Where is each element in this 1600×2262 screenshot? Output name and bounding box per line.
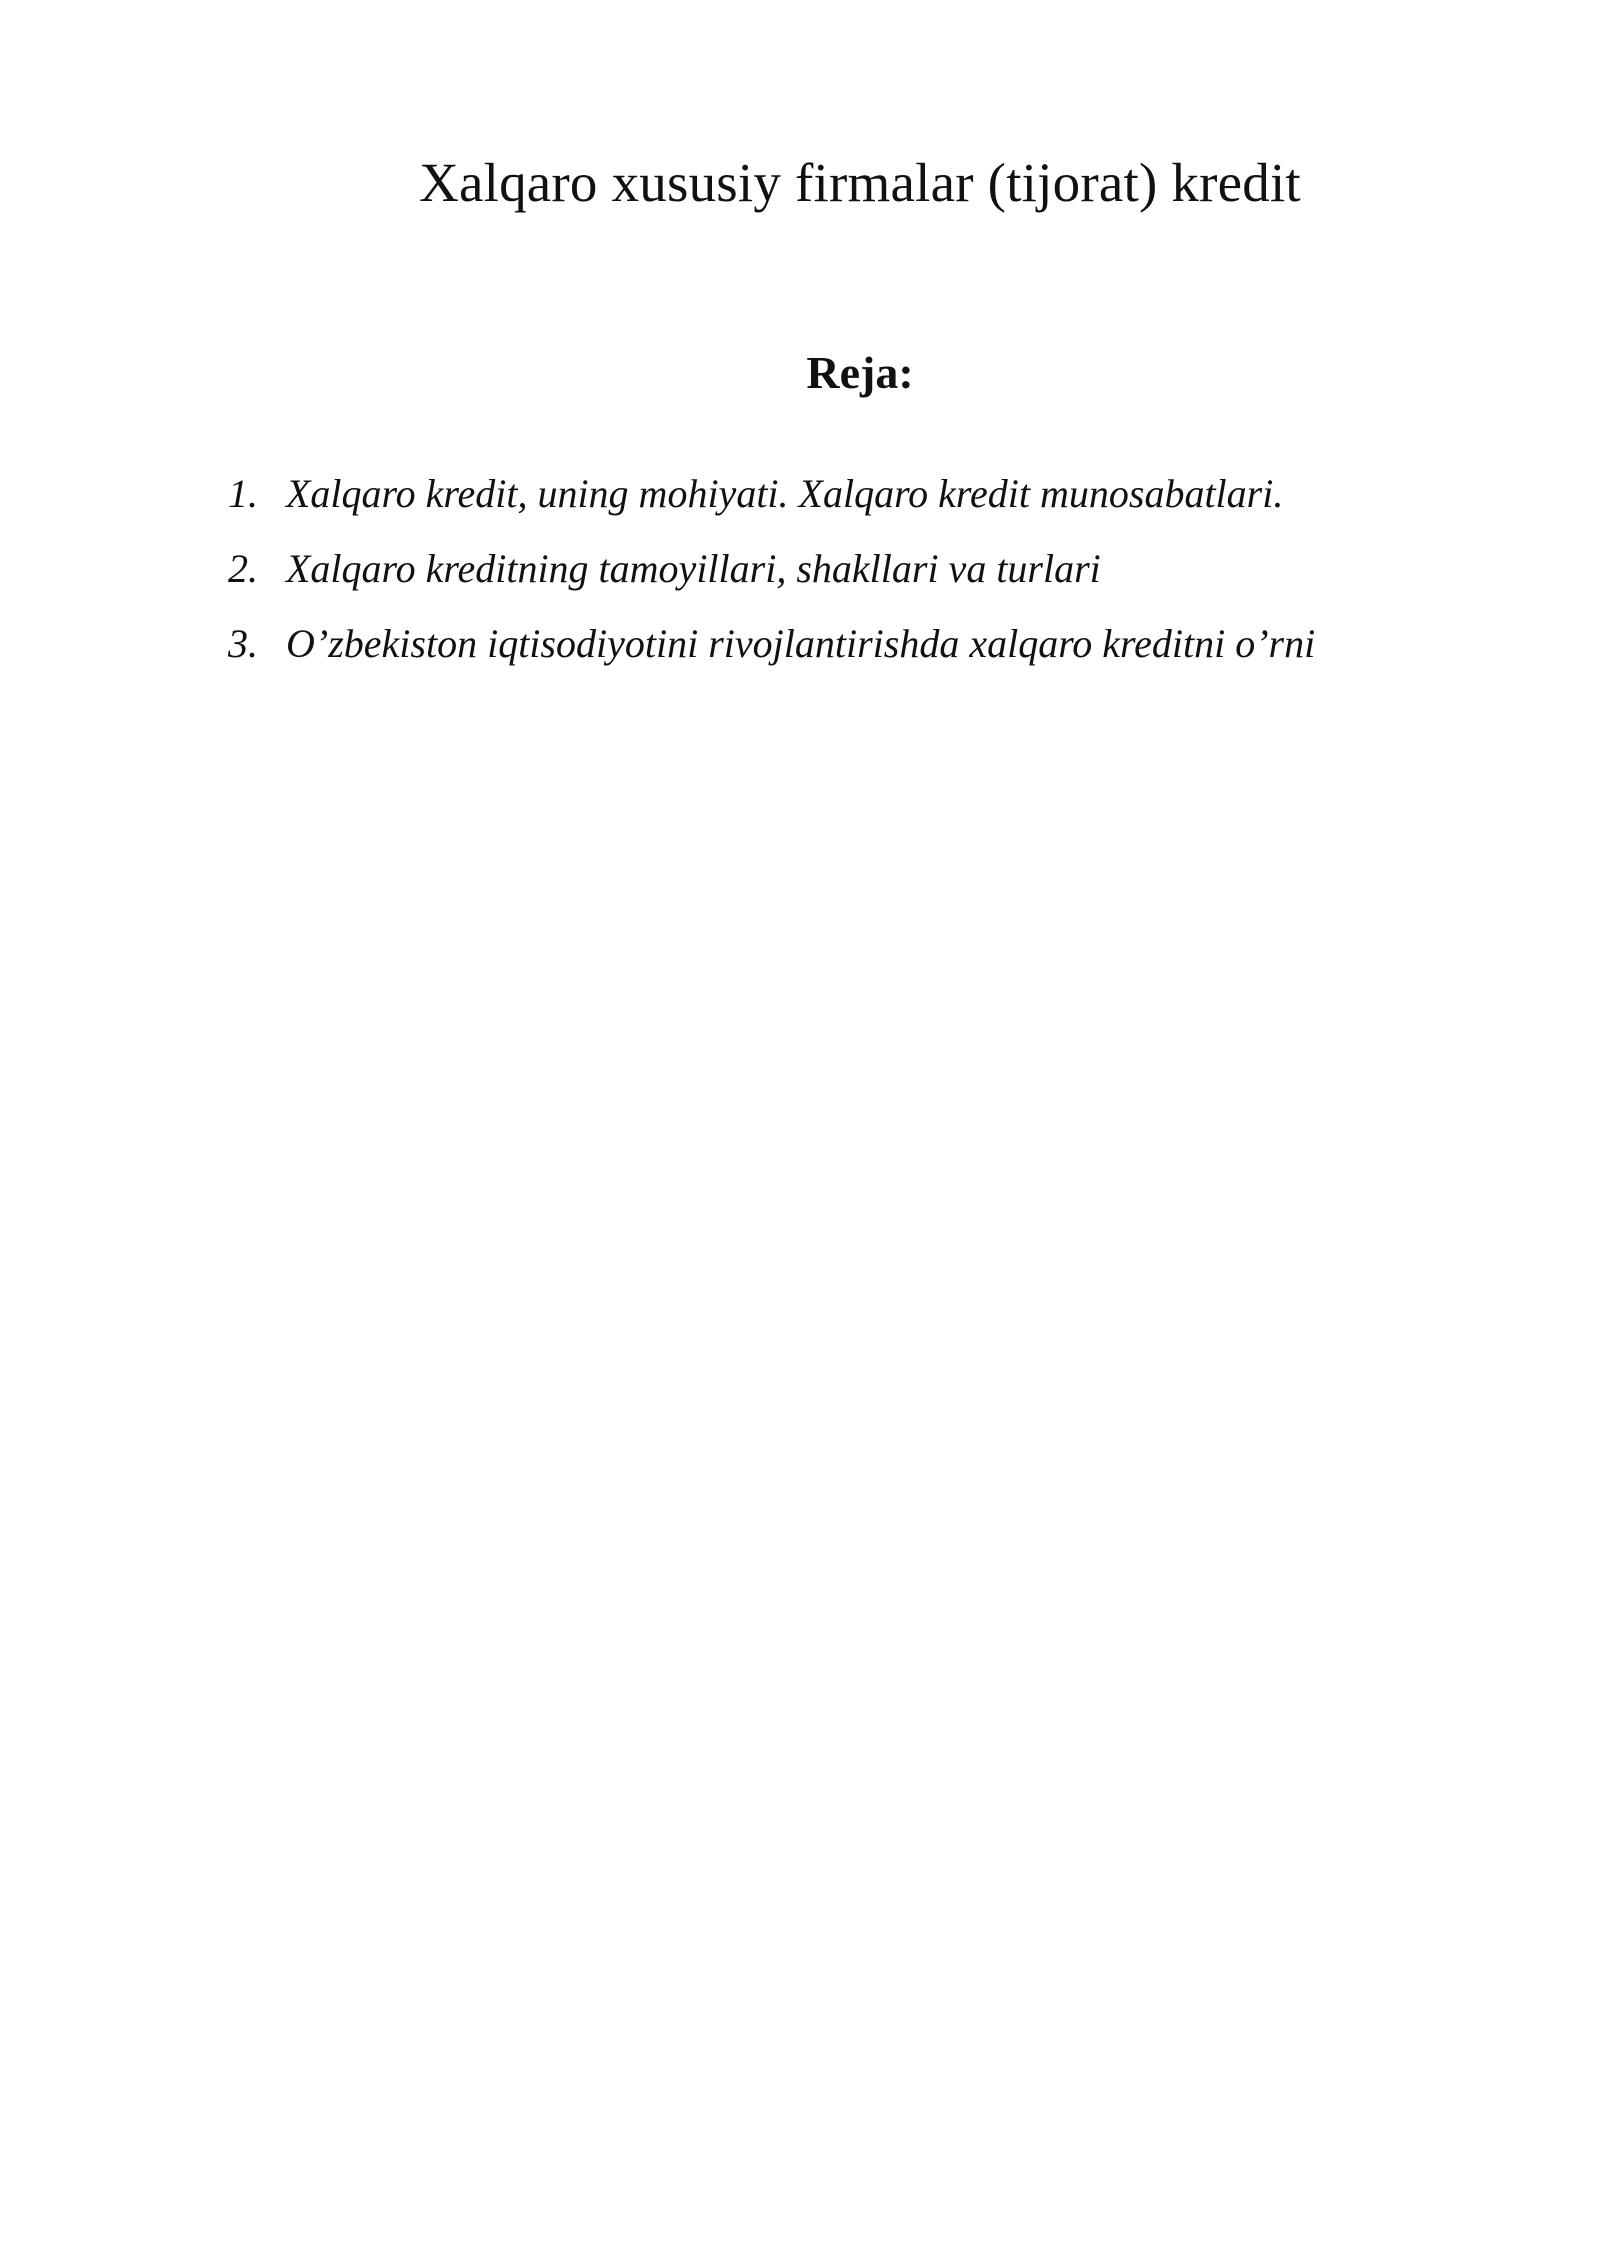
plan-item bbox=[228, 531, 1315, 606]
plan-item-text: Xalqaro kredit, uning mohiyati. Xalqaro kredit munosabatlari. bbox=[286, 471, 1284, 516]
plan-item bbox=[228, 456, 1315, 531]
plan-item-text: O’zbekiston iqtisodiyotini rivojlantirishda xalqaro kreditni o’rni bbox=[286, 621, 1316, 666]
plan-list bbox=[228, 456, 1315, 681]
plan-item-text: Xalqaro kreditning tamoyillari, shakllari va turlari bbox=[286, 546, 1101, 591]
plan-item-number: 1. bbox=[228, 471, 258, 516]
document-title: Xalqaro xususiy firmalar (tijorat) kredit bbox=[419, 152, 1301, 213]
plan-heading: Reja: bbox=[806, 347, 914, 398]
plan-item bbox=[228, 606, 1315, 681]
plan-item-number: 3. bbox=[228, 621, 258, 666]
plan-item-number: 2. bbox=[228, 546, 258, 591]
